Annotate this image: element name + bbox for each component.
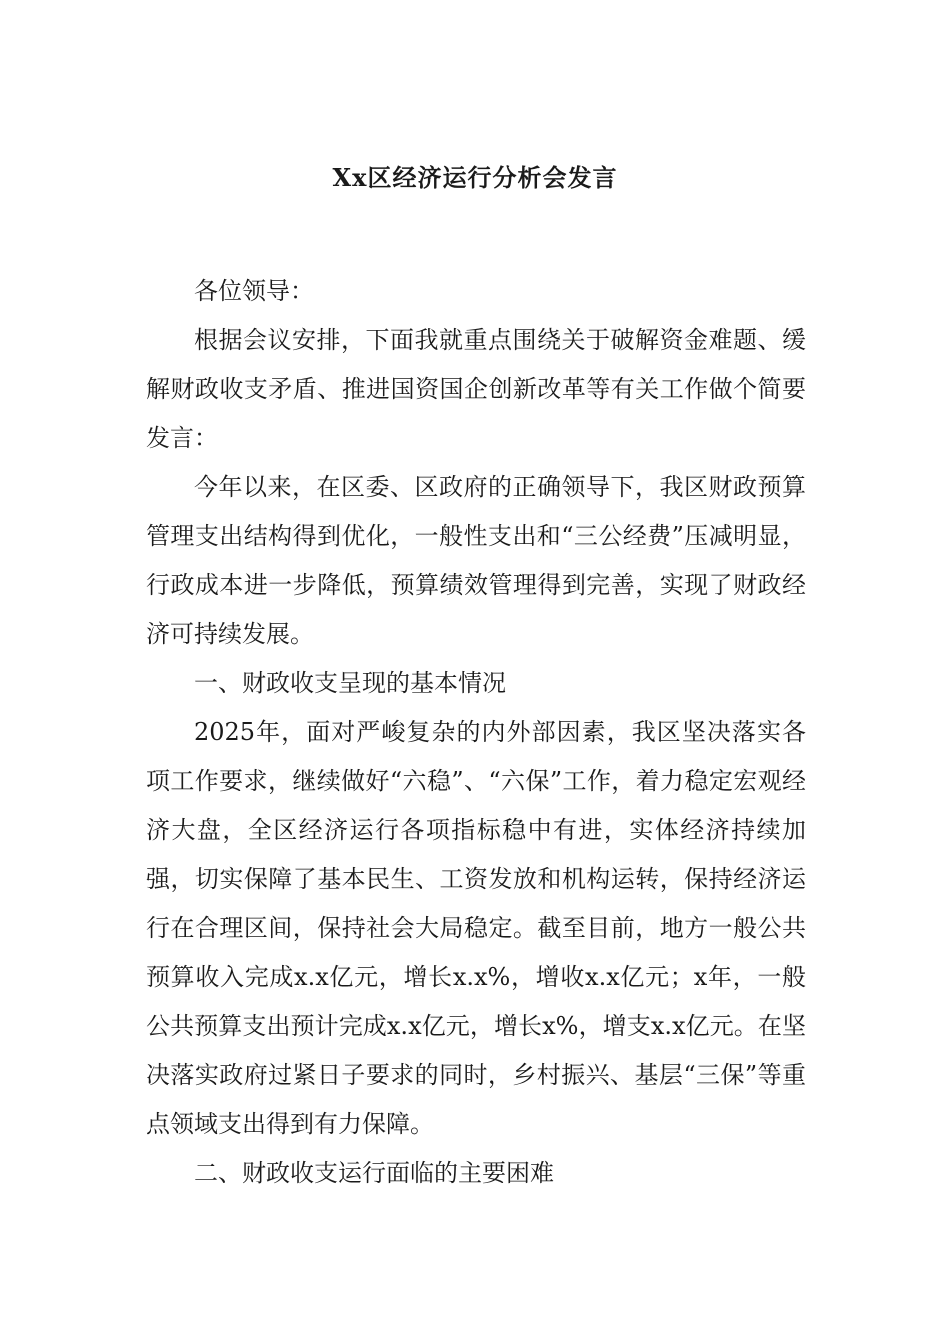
intro-paragraph: 根据会议安排，下面我就重点围绕关于破解资金难题、缓解财政收支矛盾、推进国资国企创新改革等有关工作做个简要发言： — [146, 326, 806, 452]
salutation-paragraph: 各位领导： — [194, 277, 314, 305]
document-body — [146, 267, 806, 1198]
document-title: Xx区经济运行分析会发言 — [332, 163, 618, 192]
section-heading-1: 一、财政收支呈现的基本情况 — [194, 669, 506, 697]
section-1-paragraph: 2025年，面对严峻复杂的内外部因素，我区坚决落实各项工作要求，继续做好“六稳”、“六保”工作，着力稳定宏观经济大盘，全区经济运行各项指标稳中有进，实体经济持续加强，切实保障了基本民生、工资发放和机构运转，保持经济运行在合理区间，保持社会大局稳定。截至目前，地方一般公共预算收入完成x.x亿元，增长x.x%，增收x.x亿元；x年，一般公共预算支出预计完成x.x亿元，增长x%，增支x.x亿元。在坚决落实政府过紧日子要求的同时，乡村振兴、基层“三保”等重点领域支出得到有力保障。 — [146, 718, 806, 1138]
overview-paragraph: 今年以来，在区委、区政府的正确领导下，我区财政预算管理支出结构得到优化，一般性支出和“三公经费”压减明显，行政成本进一步降低，预算绩效管理得到完善，实现了财政经济可持续发展。 — [146, 473, 806, 648]
section-heading-2: 二、财政收支运行面临的主要困难 — [194, 1159, 554, 1187]
